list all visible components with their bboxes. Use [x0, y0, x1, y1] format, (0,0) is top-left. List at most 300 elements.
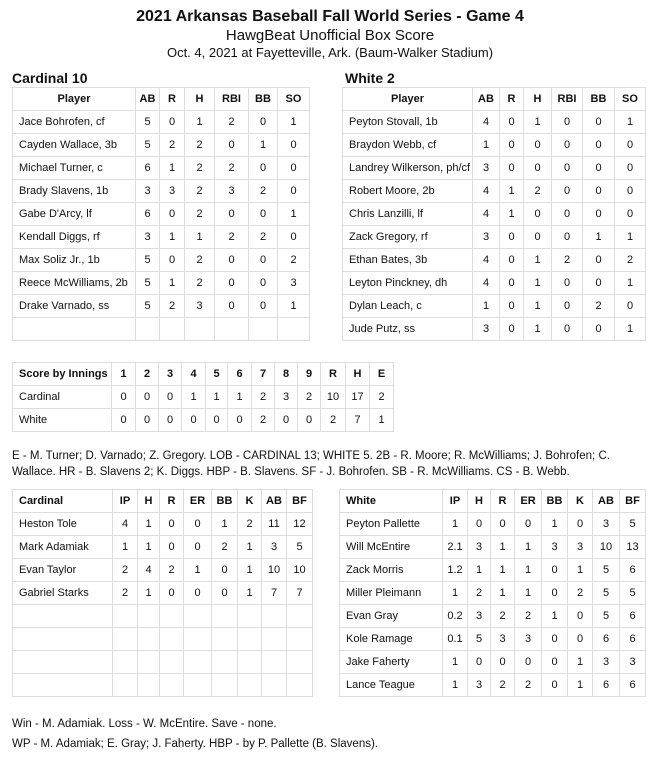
stat-cell	[262, 674, 287, 697]
hits-header: H	[346, 363, 370, 386]
stat-cell: 0	[500, 249, 524, 272]
inning-cell: 2	[370, 386, 394, 409]
stat-cell: 2	[583, 295, 615, 318]
inning-cell: 0	[112, 386, 136, 409]
table-row	[343, 226, 646, 249]
player-name: Mark Adamiak	[13, 536, 113, 559]
stat-cell: 0	[184, 582, 212, 605]
inning-cell: 2	[298, 386, 321, 409]
stat-cell: 0	[184, 536, 212, 559]
player-name: Drake Varnado, ss	[13, 295, 136, 318]
stat-cell: 6	[593, 674, 620, 697]
stat-cell: 0	[215, 203, 249, 226]
inning-header: 5	[206, 363, 228, 386]
stat-cell: 1	[568, 651, 593, 674]
player-name: Will McEntire	[340, 536, 443, 559]
table-row	[340, 674, 646, 697]
table-row	[343, 134, 646, 157]
table-row	[13, 134, 310, 157]
column-header: R	[160, 88, 185, 111]
stat-cell: 0	[215, 134, 249, 157]
stat-cell: 3	[542, 536, 568, 559]
stat-cell: 0	[515, 651, 542, 674]
stat-cell	[212, 628, 238, 651]
stat-cell: 0	[491, 651, 515, 674]
stat-cell: 0	[552, 180, 583, 203]
stat-cell: 2	[515, 605, 542, 628]
stat-cell: 1	[500, 180, 524, 203]
stat-cell	[160, 318, 185, 341]
stat-cell	[287, 628, 313, 651]
stat-cell: 0	[552, 157, 583, 180]
player-name: Leyton Pinckney, dh	[343, 272, 473, 295]
stat-cell: 0	[568, 513, 593, 536]
player-name: Chris Lanzilli, lf	[343, 203, 473, 226]
stat-cell: 0	[552, 318, 583, 341]
inning-cell: 3	[275, 386, 298, 409]
stat-cell: 10	[593, 536, 620, 559]
stat-cell	[238, 605, 262, 628]
stat-cell: 3	[593, 651, 620, 674]
column-header: R	[491, 490, 515, 513]
stat-cell: 0	[184, 513, 212, 536]
stat-cell: 1	[238, 559, 262, 582]
inning-cell: 0	[182, 409, 206, 432]
table-row	[13, 226, 310, 249]
table-row	[13, 628, 313, 651]
player-name	[13, 628, 113, 651]
white-team-title: White 2	[345, 70, 395, 86]
inning-header: 3	[159, 363, 182, 386]
stat-cell: 3	[515, 628, 542, 651]
stat-cell: 0	[615, 157, 646, 180]
column-header: BB	[212, 490, 238, 513]
inning-cell: 0	[298, 409, 321, 432]
table-row	[340, 582, 646, 605]
inning-cell: 1	[182, 386, 206, 409]
stat-cell: 1	[568, 674, 593, 697]
player-name: Jake Faherty	[340, 651, 443, 674]
table-header-row	[13, 490, 313, 513]
table-row	[13, 318, 310, 341]
stat-cell: 5	[287, 536, 313, 559]
stat-cell: 0	[552, 295, 583, 318]
stat-cell: 1	[443, 513, 468, 536]
stat-cell	[113, 651, 138, 674]
stat-cell: 0	[249, 249, 278, 272]
stat-cell: 0	[615, 134, 646, 157]
white-pitching-table	[339, 489, 646, 697]
stat-cell: 0	[160, 513, 184, 536]
player-name: Evan Gray	[340, 605, 443, 628]
column-header: K	[238, 490, 262, 513]
stat-cell: 1	[238, 536, 262, 559]
table-row	[340, 513, 646, 536]
player-name: Dylan Leach, c	[343, 295, 473, 318]
stat-cell: 1	[515, 559, 542, 582]
stat-cell: 1	[184, 559, 212, 582]
stat-cell: 0	[500, 318, 524, 341]
table-row	[13, 605, 313, 628]
stat-cell	[113, 674, 138, 697]
column-header: BB	[542, 490, 568, 513]
player-name: Peyton Stovall, 1b	[343, 111, 473, 134]
stat-cell: 0	[542, 651, 568, 674]
stat-cell: 1	[160, 226, 185, 249]
column-header: BF	[620, 490, 646, 513]
table-row	[343, 180, 646, 203]
stat-cell: 1	[568, 559, 593, 582]
inning-cell: 0	[206, 409, 228, 432]
stat-cell: 1	[542, 605, 568, 628]
table-row	[343, 249, 646, 272]
stat-cell	[113, 605, 138, 628]
stat-cell: 5	[136, 134, 160, 157]
page-title: 2021 Arkansas Baseball Fall World Series - Game 4	[136, 8, 524, 25]
stat-cell: 0	[249, 203, 278, 226]
table-row	[343, 272, 646, 295]
stat-cell: 2	[185, 157, 215, 180]
stat-cell	[212, 674, 238, 697]
stat-cell: 0	[583, 134, 615, 157]
inning-header: 8	[275, 363, 298, 386]
stat-cell: 2	[185, 203, 215, 226]
column-header: BB	[249, 88, 278, 111]
stat-cell: 0	[515, 513, 542, 536]
stat-cell: 0	[249, 272, 278, 295]
table-row	[340, 536, 646, 559]
column-header: R	[160, 490, 184, 513]
stat-cell: 1	[615, 318, 646, 341]
stat-cell	[287, 674, 313, 697]
stat-cell: 0	[468, 513, 491, 536]
stat-cell: 0	[583, 111, 615, 134]
stat-cell: 2	[278, 249, 310, 272]
stat-cell: 1	[138, 513, 160, 536]
player-column-header: Player	[13, 88, 136, 111]
player-name: Kendall Diggs, rf	[13, 226, 136, 249]
stat-cell: 1	[443, 674, 468, 697]
stat-cell: 6	[620, 605, 646, 628]
column-header: IP	[443, 490, 468, 513]
stat-cell: 2	[524, 180, 552, 203]
table-row	[13, 513, 313, 536]
stat-cell: 1	[238, 582, 262, 605]
stat-cell: 1.2	[443, 559, 468, 582]
table-header-row	[343, 88, 646, 111]
player-name: Michael Turner, c	[13, 157, 136, 180]
stat-cell	[278, 318, 310, 341]
cardinal-batting-table	[12, 87, 310, 341]
inning-header: 7	[252, 363, 275, 386]
stat-cell: 0	[524, 203, 552, 226]
inning-cell: 1	[370, 409, 394, 432]
stat-cell: 6	[620, 559, 646, 582]
stat-cell: 3	[473, 157, 500, 180]
table-row	[13, 203, 310, 226]
table-header-row	[340, 490, 646, 513]
stat-cell: 0	[249, 295, 278, 318]
stat-cell: 0	[212, 559, 238, 582]
stat-cell	[287, 651, 313, 674]
game-notes: E - M. Turner; D. Varnado; Z. Gregory. LOB - CARDINAL 13; WHITE 5. 2B - R. Moore; R. McWilliams; J. Bohrofen; C. Wallace. HR - B. Slavens 2; K. Diggs. HBP - B. Slavens. SF - J. Bohrofen. SB - R. McWilliams. CS - B. Webb.	[12, 450, 610, 478]
column-header: H	[524, 88, 552, 111]
column-header: AB	[262, 490, 287, 513]
stat-cell	[138, 674, 160, 697]
stat-cell: 0	[500, 272, 524, 295]
inning-cell: 1	[228, 386, 252, 409]
player-name: Heston Tole	[13, 513, 113, 536]
stat-cell: 6	[620, 628, 646, 651]
player-name: Jace Bohrofen, cf	[13, 111, 136, 134]
table-row	[343, 111, 646, 134]
stat-cell: 0	[160, 536, 184, 559]
stat-cell: 5	[136, 249, 160, 272]
inning-header: 1	[112, 363, 136, 386]
stat-cell: 2.1	[443, 536, 468, 559]
stat-cell: 12	[287, 513, 313, 536]
stat-cell: 1	[443, 582, 468, 605]
stat-cell	[212, 605, 238, 628]
inning-header: 6	[228, 363, 252, 386]
stat-cell: 0.2	[443, 605, 468, 628]
stat-cell: 2	[615, 249, 646, 272]
player-name: Robert Moore, 2b	[343, 180, 473, 203]
stat-cell: 1	[500, 203, 524, 226]
pitcher-column-header: White	[340, 490, 443, 513]
stat-cell: 2	[215, 157, 249, 180]
player-name: Lance Teague	[340, 674, 443, 697]
stat-cell	[262, 628, 287, 651]
stat-cell: 2	[215, 111, 249, 134]
stat-cell: 2	[249, 180, 278, 203]
stat-cell: 0	[249, 157, 278, 180]
stat-cell: 3	[185, 295, 215, 318]
stat-cell: 2	[160, 559, 184, 582]
stat-cell: 4	[473, 203, 500, 226]
player-name: Gabriel Starks	[13, 582, 113, 605]
stat-cell: 0	[524, 157, 552, 180]
column-header: SO	[278, 88, 310, 111]
stat-cell	[160, 605, 184, 628]
stat-cell: 1	[524, 318, 552, 341]
stat-cell: 0	[583, 157, 615, 180]
stat-cell: 2	[215, 226, 249, 249]
stat-cell: 3	[215, 180, 249, 203]
stat-cell: 1	[615, 226, 646, 249]
stat-cell: 1	[524, 111, 552, 134]
stat-cell: 5	[593, 605, 620, 628]
stat-cell: 0	[500, 295, 524, 318]
stat-cell	[287, 605, 313, 628]
stat-cell: 1	[473, 295, 500, 318]
stat-cell: 0	[500, 111, 524, 134]
stat-cell: 0	[160, 582, 184, 605]
player-name: Peyton Pallette	[340, 513, 443, 536]
stat-cell: 0	[583, 318, 615, 341]
stat-cell: 0	[583, 180, 615, 203]
table-row	[340, 605, 646, 628]
pitching-notes: WP - M. Adamiak; E. Gray; J. Faherty. HBP - by P. Pallette (B. Slavens).	[12, 738, 378, 750]
stat-cell: 0	[278, 180, 310, 203]
player-name	[13, 674, 113, 697]
table-row	[13, 651, 313, 674]
stat-cell	[160, 651, 184, 674]
stat-cell: 1	[185, 226, 215, 249]
stat-cell: 3	[136, 180, 160, 203]
stat-cell: 5	[620, 513, 646, 536]
stat-cell: 7	[287, 582, 313, 605]
stat-cell: 0	[500, 226, 524, 249]
stat-cell: 1	[524, 272, 552, 295]
table-row	[13, 559, 313, 582]
stat-cell: 0	[160, 203, 185, 226]
inning-cell: 0	[136, 386, 159, 409]
stat-cell: 0	[500, 134, 524, 157]
team-name: White	[13, 409, 112, 432]
stat-cell: 3	[473, 318, 500, 341]
table-row	[343, 318, 646, 341]
stat-cell: 1	[615, 272, 646, 295]
stat-cell	[184, 628, 212, 651]
stat-cell: 0	[278, 226, 310, 249]
stat-cell	[138, 628, 160, 651]
table-row	[340, 628, 646, 651]
stat-cell	[138, 651, 160, 674]
stat-cell: 4	[473, 272, 500, 295]
stat-cell	[160, 674, 184, 697]
stat-cell: 3	[473, 226, 500, 249]
table-row	[13, 249, 310, 272]
stat-cell: 7	[262, 582, 287, 605]
team-name: Cardinal	[13, 386, 112, 409]
stat-cell: 0	[583, 272, 615, 295]
stat-cell: 3	[136, 226, 160, 249]
table-row	[13, 272, 310, 295]
player-column-header: Player	[343, 88, 473, 111]
stat-cell: 2	[113, 559, 138, 582]
white-batting-table	[342, 87, 646, 341]
stat-cell	[212, 651, 238, 674]
stat-cell: 0	[215, 295, 249, 318]
stat-cell: 0	[249, 111, 278, 134]
stat-cell: 2	[185, 134, 215, 157]
stat-cell: 2	[552, 249, 583, 272]
inning-cell: 0	[159, 409, 182, 432]
stat-cell: 0	[568, 628, 593, 651]
stat-cell	[136, 318, 160, 341]
stat-cell: 3	[262, 536, 287, 559]
stat-cell: 2	[249, 226, 278, 249]
page-subtitle: HawgBeat Unofficial Box Score	[225, 27, 435, 44]
stat-cell: 1	[278, 203, 310, 226]
inning-cell: 10	[321, 386, 346, 409]
inning-header: 9	[298, 363, 321, 386]
stat-cell: 0	[542, 628, 568, 651]
stat-cell: 1	[212, 513, 238, 536]
stat-cell: 0	[491, 513, 515, 536]
runs-header: R	[321, 363, 346, 386]
stat-cell: 5	[136, 272, 160, 295]
table-header-row	[13, 363, 394, 386]
column-header: ER	[184, 490, 212, 513]
stat-cell: 5	[593, 582, 620, 605]
stat-cell: 1	[491, 536, 515, 559]
inning-header: 2	[136, 363, 159, 386]
column-header: R	[500, 88, 524, 111]
stat-cell: 0	[524, 226, 552, 249]
stat-cell: 5	[468, 628, 491, 651]
stat-cell: 1	[515, 582, 542, 605]
table-row	[340, 559, 646, 582]
table-row	[13, 180, 310, 203]
stat-cell: 1	[583, 226, 615, 249]
inning-cell: 7	[346, 409, 370, 432]
stat-cell: 1	[160, 157, 185, 180]
stat-cell: 0	[583, 249, 615, 272]
linescore-row	[13, 386, 394, 409]
stat-cell: 3	[278, 272, 310, 295]
stat-cell: 0	[552, 111, 583, 134]
stat-cell: 4	[473, 249, 500, 272]
stat-cell	[184, 651, 212, 674]
inning-cell: 2	[252, 409, 275, 432]
table-row	[13, 295, 310, 318]
stat-cell: 0	[215, 249, 249, 272]
stat-cell: 1	[138, 582, 160, 605]
player-name: Jude Putz, ss	[343, 318, 473, 341]
stat-cell	[113, 628, 138, 651]
stat-cell: 3	[620, 651, 646, 674]
player-name	[13, 318, 136, 341]
player-name: Ethan Bates, 3b	[343, 249, 473, 272]
stat-cell	[184, 674, 212, 697]
stat-cell: 13	[620, 536, 646, 559]
stat-cell: 0	[583, 203, 615, 226]
player-name: Zack Morris	[340, 559, 443, 582]
table-row	[343, 203, 646, 226]
stat-cell	[238, 674, 262, 697]
errors-header: E	[370, 363, 394, 386]
stat-cell: 5	[620, 582, 646, 605]
stat-cell: 0	[552, 272, 583, 295]
column-header: AB	[136, 88, 160, 111]
stat-cell: 2	[515, 674, 542, 697]
stat-cell: 1	[443, 651, 468, 674]
stat-cell: 1	[524, 295, 552, 318]
linescore-row	[13, 409, 394, 432]
stat-cell: 3	[160, 180, 185, 203]
table-row	[13, 111, 310, 134]
inning-cell: 0	[136, 409, 159, 432]
column-header: RBI	[215, 88, 249, 111]
stat-cell	[262, 651, 287, 674]
stat-cell: 0	[212, 582, 238, 605]
player-name: Braydon Webb, cf	[343, 134, 473, 157]
stat-cell	[185, 318, 215, 341]
player-name: Reece McWilliams, 2b	[13, 272, 136, 295]
linescore-header-label: Score by Innings	[13, 363, 112, 386]
stat-cell: 2	[185, 249, 215, 272]
stat-cell: 3	[491, 628, 515, 651]
player-name: Brady Slavens, 1b	[13, 180, 136, 203]
stat-cell: 0	[500, 157, 524, 180]
stat-cell: 11	[262, 513, 287, 536]
stat-cell: 0	[468, 651, 491, 674]
pitching-decisions: Win - M. Adamiak. Loss - W. McEntire. Save - none.	[12, 718, 277, 730]
stat-cell: 0	[552, 226, 583, 249]
table-row	[340, 651, 646, 674]
